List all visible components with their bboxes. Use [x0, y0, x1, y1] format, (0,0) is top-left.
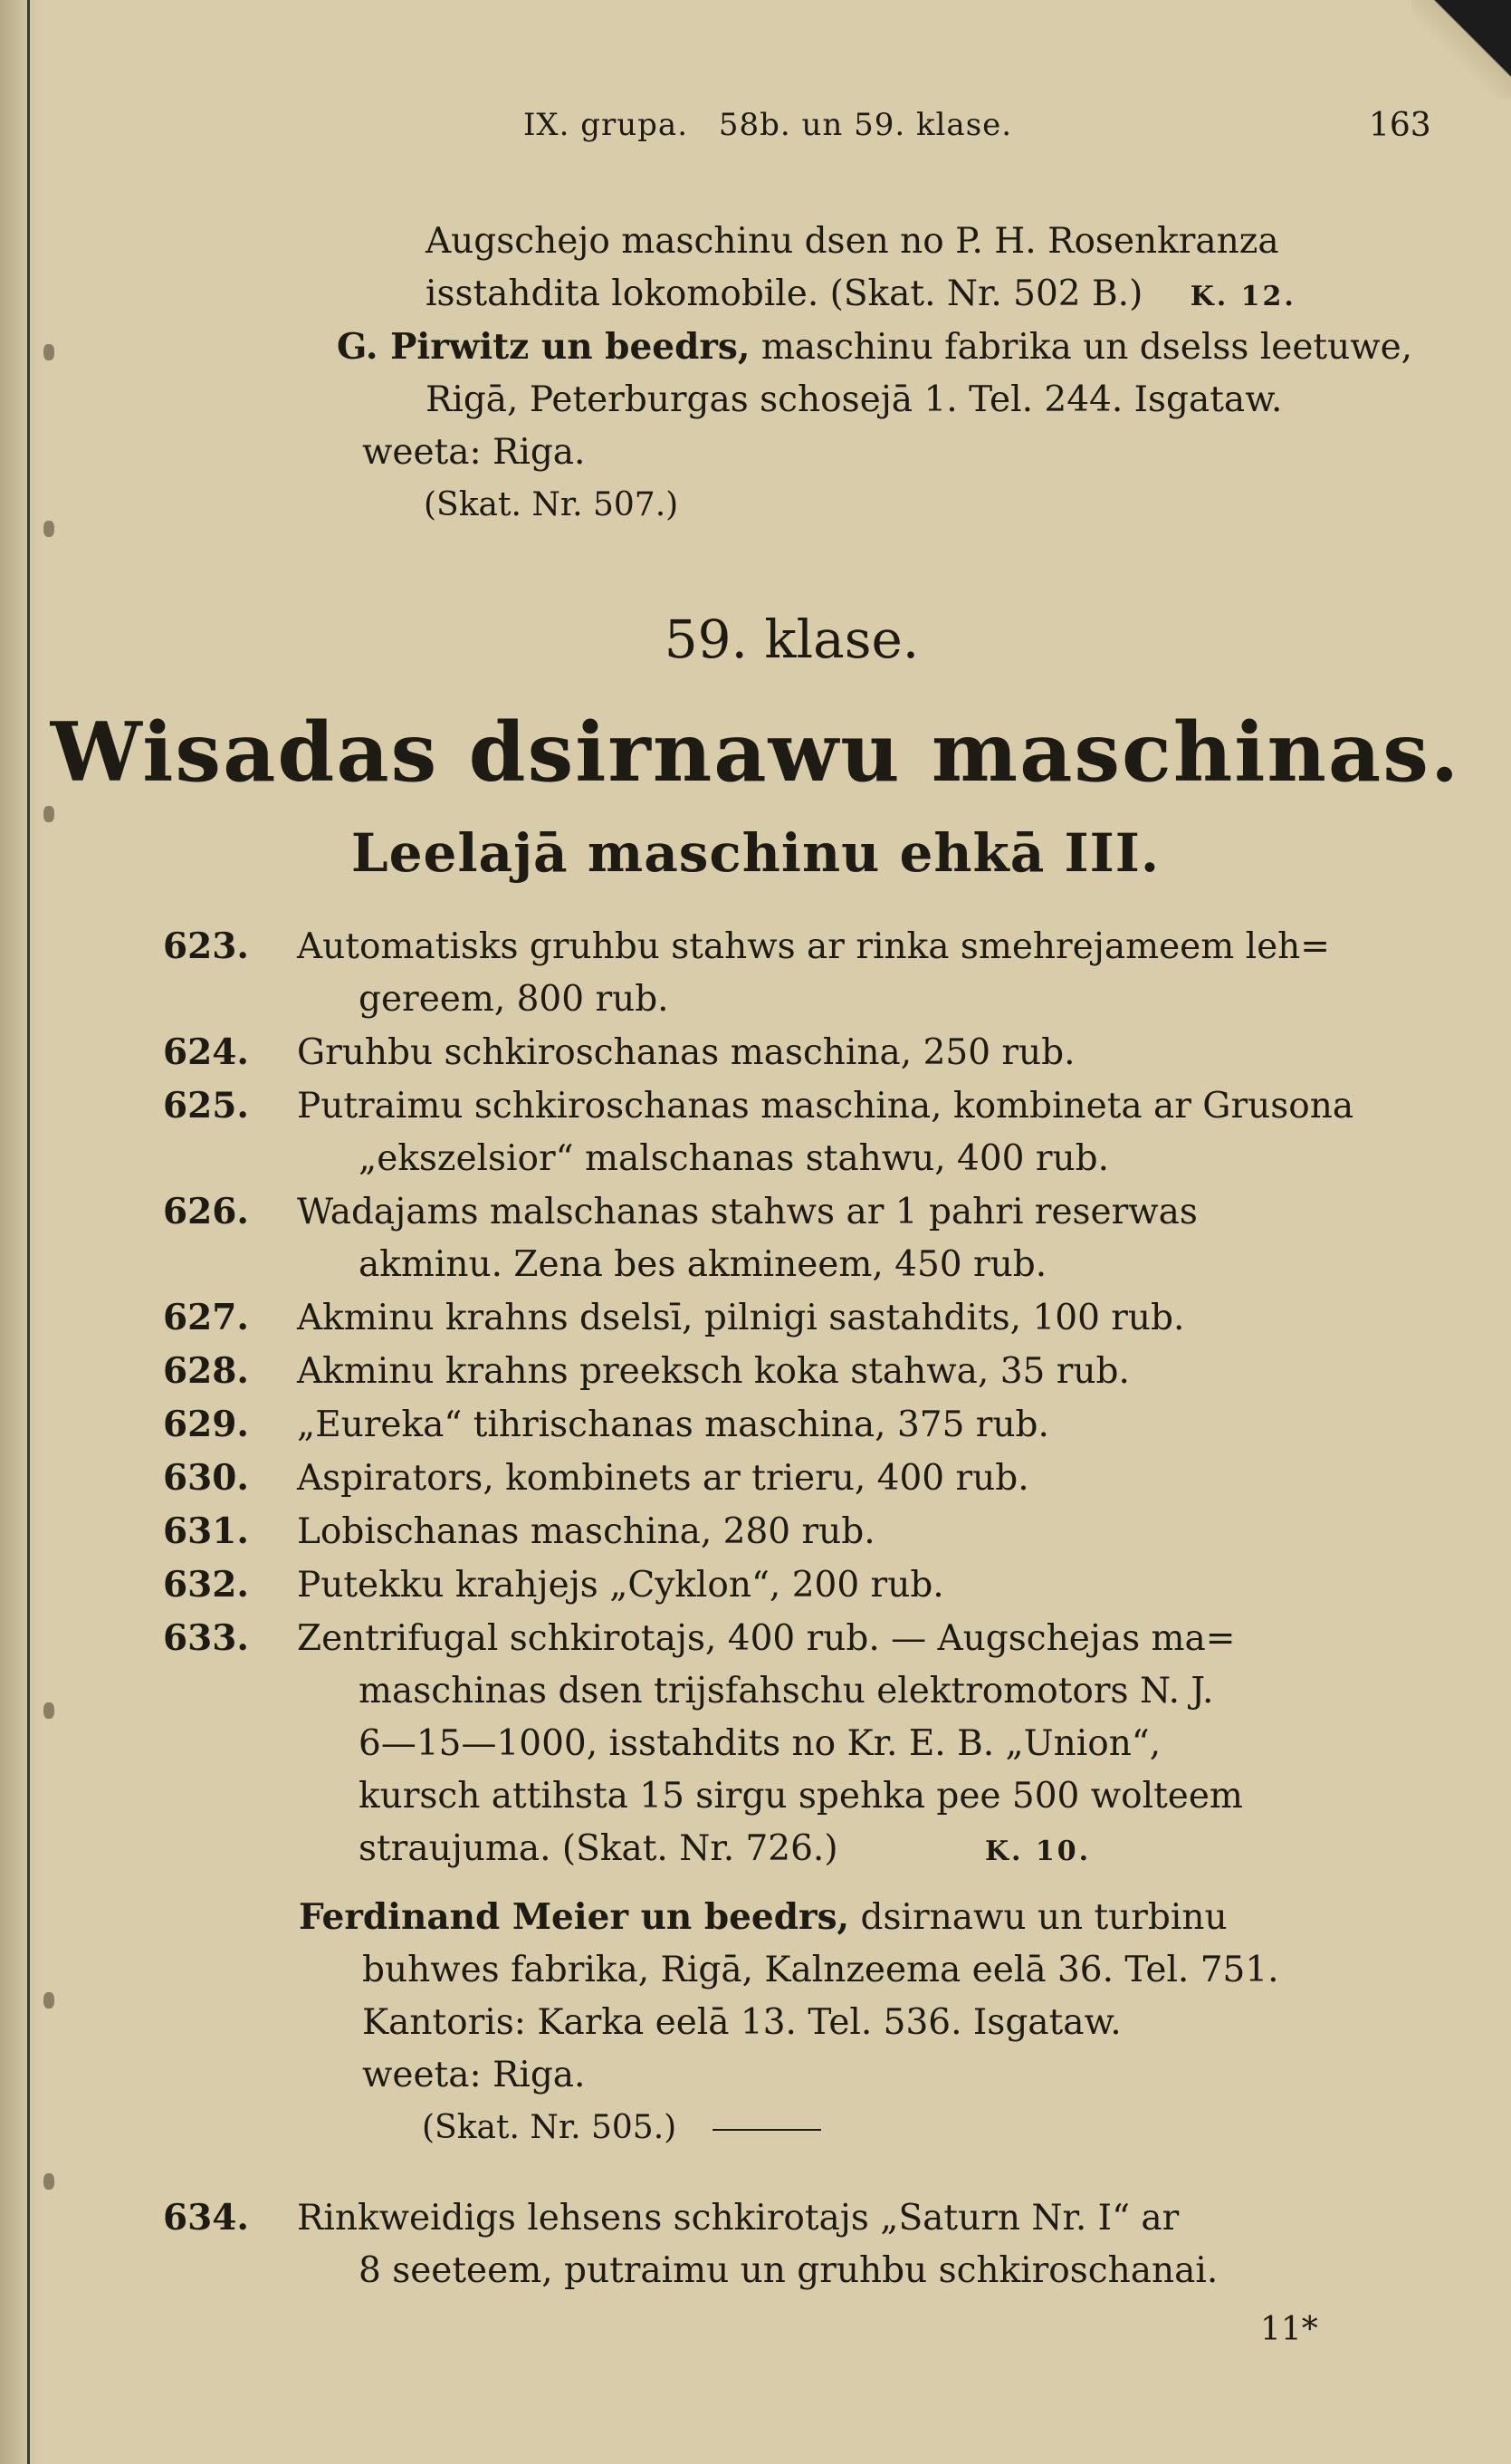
entry-text: „Eureka“ tihrischanas maschina, 375 rub. [297, 1405, 1049, 1445]
entry-number: 632. [163, 1564, 249, 1606]
list-item [163, 1079, 1353, 1133]
intro-line: isstahdita lokomobile. (Skat. Nr. 502 B.) K. 12. [426, 273, 1296, 314]
k-mark: K. 10. [984, 1836, 1092, 1867]
entry-continuation: maschinas dsen trijsfahschu elektromotors N. J. [359, 1671, 1214, 1711]
entry-number: 630. [163, 1457, 249, 1499]
list-item [163, 920, 1353, 973]
list-item [163, 1612, 1353, 1665]
entry-number: 626. [163, 1191, 249, 1232]
firm-line: buhwes fabrika, Rigā, Kalnzeema eelā 36. Tel. 751. [362, 1950, 1279, 1990]
running-header [523, 107, 1032, 143]
entry-continuation: gereem, 800 rub. [359, 979, 669, 1020]
binding-edge-line [27, 0, 30, 2464]
list-item [163, 1291, 1353, 1345]
header-group: IX. grupa. [523, 107, 689, 143]
entry-text: Putraimu schkiroschanas maschina, kombineta ar Grusona [297, 1086, 1354, 1127]
firm-line: weeta: Riga. [362, 432, 586, 473]
entry-text: Putekku krahjejs „Cyklon“, 200 rub. [297, 1565, 944, 1606]
signature-mark: 11* [1260, 2311, 1318, 2348]
entry-continuation: akminu. Zena bes akmineem, 450 rub. [359, 1244, 1047, 1285]
firm-reference: (Skat. Nr. 505.) [299, 2102, 1279, 2154]
entry-continuation: 8 seeteem, putraimu un gruhbu schkiroschanai. [359, 2250, 1219, 2291]
firm-reference: (Skat. Nr. 507.) [424, 486, 679, 523]
binding-stitch [43, 1702, 54, 1719]
entry-continuation: straujuma. (Skat. Nr. 726.) K. 10. [359, 1828, 1092, 1869]
binding-stitch [43, 521, 54, 537]
entry-text: Zentrifugal schkirotajs, 400 rub. — Augschejas ma= [297, 1618, 1236, 1659]
section-title: Wisadas dsirnawu maschinas. [50, 705, 1461, 801]
list-item [163, 1558, 1353, 1612]
firm-line: Rigā, Peterburgas schosejā 1. Tel. 244. Isgataw. [426, 379, 1283, 420]
entry-number: 633. [163, 1617, 249, 1659]
intro-line: Augschejo maschinu dsen no P. H. Rosenkranza [426, 221, 1279, 262]
class-title: 59. klase. [664, 609, 920, 670]
entry-text: Automatisks gruhbu stahws ar rinka smehrejameem leh= [297, 926, 1330, 967]
list-item [163, 1185, 1353, 1239]
list-item [163, 1505, 1353, 1558]
list-item [163, 1452, 1353, 1505]
entry-number: 631. [163, 1510, 249, 1552]
firm-line: Kantoris: Karka eelā 13. Tel. 536. Isgataw. [362, 2002, 1122, 2043]
page-binding-shadow [0, 0, 42, 2464]
divider-rule [712, 2129, 821, 2131]
firm-entry-pirwitz [337, 321, 1412, 532]
entry-number: 627. [163, 1297, 249, 1338]
firm-entry-meier [299, 1891, 1279, 2154]
entry-number: 629. [163, 1404, 249, 1445]
firm-name: G. Pirwitz un beedrs, [337, 326, 751, 368]
list-item [163, 1026, 1353, 1079]
binding-stitch [43, 344, 54, 360]
entry-text: Rinkweidigs lehsens schkirotajs „Saturn Nr. I“ ar [297, 2198, 1180, 2239]
list-item [163, 1345, 1353, 1398]
binding-stitch [43, 2173, 54, 2190]
catalog-entry-634 [163, 2191, 1218, 2297]
list-item [163, 1398, 1353, 1452]
k-mark: K. 12. [1190, 281, 1296, 312]
entry-continuation: „ekszelsior“ malschanas stahwu, 400 rub. [359, 1138, 1109, 1179]
binding-stitch [43, 806, 54, 822]
list-item [163, 2191, 1218, 2245]
firm-line: G. Pirwitz un beedrs, maschinu fabrika un dselss leetuwe, [337, 326, 1413, 368]
subsection-title: Leelajā maschinu ehkā III. [350, 822, 1161, 884]
intro-paragraph [426, 216, 1296, 323]
firm-name: Ferdinand Meier un beedrs, [299, 1896, 850, 1938]
entry-continuation: kursch attihsta 15 sirgu spehka pee 500 wolteem [359, 1776, 1243, 1817]
catalog-entry-list [163, 920, 1353, 1878]
entry-number: 634. [163, 2197, 249, 2239]
entry-text: Wadajams malschanas stahws ar 1 pahri reserwas [297, 1192, 1198, 1232]
entry-text: Gruhbu schkiroschanas maschina, 250 rub. [297, 1032, 1076, 1073]
binding-stitch [43, 1992, 54, 2009]
entry-text: Aspirators, kombinets ar trieru, 400 rub. [297, 1458, 1029, 1499]
entry-number: 623. [163, 925, 249, 967]
entry-number: 625. [163, 1085, 249, 1127]
page-corner-fold [1411, 0, 1511, 100]
entry-text: Akminu krahns preeksch koka stahwa, 35 rub. [297, 1351, 1130, 1392]
firm-line: weeta: Riga. [362, 2055, 586, 2095]
entry-text: Lobischanas maschina, 280 rub. [297, 1511, 875, 1552]
entry-continuation: 6—15—1000, isstahdits no Kr. E. B. „Union“, [359, 1723, 1162, 1764]
page-number: 163 [1369, 107, 1431, 144]
entry-text: Akminu krahns dselsī, pilnigi sastahdits, 100 rub. [297, 1298, 1185, 1338]
entry-number: 624. [163, 1031, 249, 1073]
entry-number: 628. [163, 1350, 249, 1392]
firm-line: Ferdinand Meier un beedrs, dsirnawu un turbinu [299, 1896, 1228, 1938]
header-classes: 58b. un 59. klase. [718, 107, 1013, 143]
